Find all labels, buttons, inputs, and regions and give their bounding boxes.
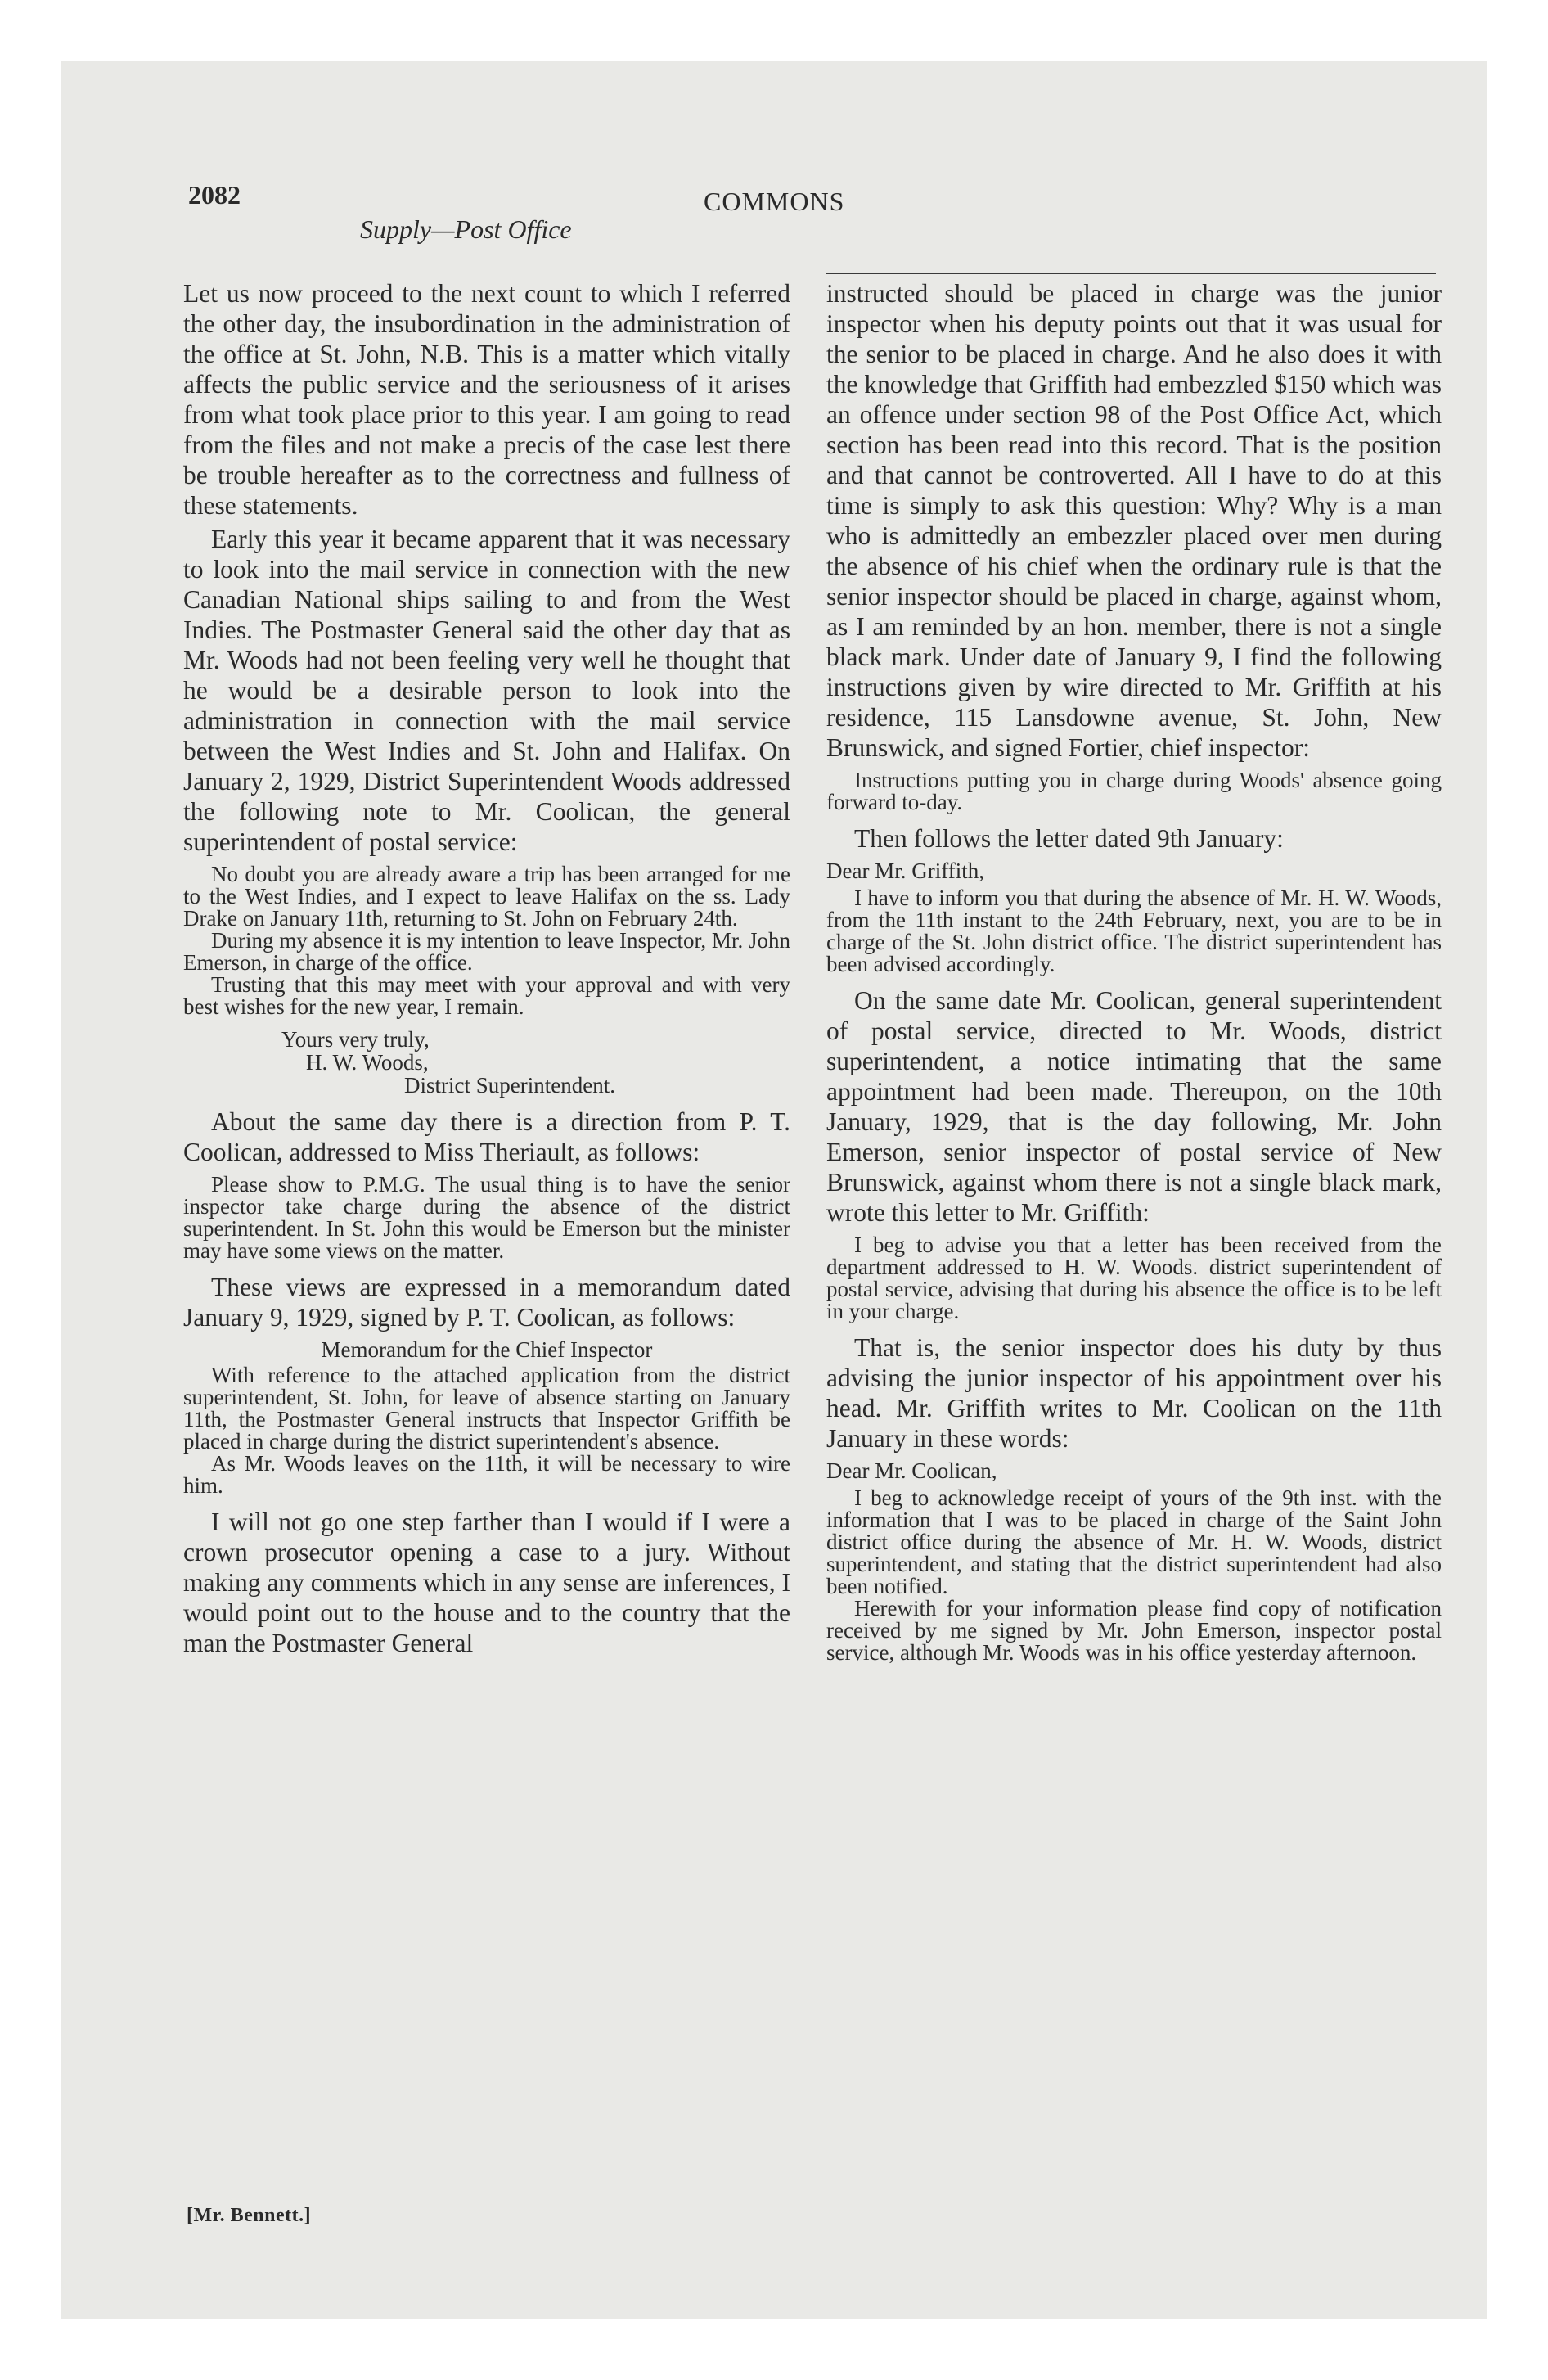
page-number: 2082 [188, 180, 241, 210]
quoted-letter [183, 863, 790, 1018]
paragraph: These views are expressed in a memorandum dated January 9, 1929, signed by P. T. Coolican, as follows: [183, 1273, 790, 1332]
paragraph: I will not go one step farther than I would if I were a crown prosecutor opening a case to a jury. Without making any comments which in any sense are inferences, I would point out to the house and to the country that the man the Postmaster General [183, 1508, 790, 1657]
memo-title: Memorandum for the Chief Inspector [321, 1337, 653, 1362]
speaker-note: [Mr. Bennett.] [187, 2205, 312, 2226]
section-title: Supply—Post Office [360, 214, 572, 244]
paragraph: instructed should be placed in charge was the junior inspector when his deputy points out that it was usual for the senior to be placed in charge. And he also does it with the knowledge that Griffith had embezzled $150 which was an offence under section 98 of the Post Office Act, which section has been read into this record. That is the position and that cannot be controverted. All I have to do at this time is simply to ask this question: Why? Why is a man who is admittedly an embezzler placed over men during the absence of his chief when the ordinary rule is that the senior inspector should be placed in charge, against whom, as I am reminded by an hon. member, there is not a single black mark. Under date of January 9, I find the following instructions given by wire directed to Mr. Griffith at his residence, 115 Lansdowne avenue, St. John, New Brunswick, and signed Fortier, chief inspector: [826, 279, 1442, 762]
paragraph: About the same day there is a direction from P. T. Coolican, addressed to Miss Theriault, as follows: [183, 1107, 790, 1166]
letter-signoff [183, 1028, 790, 1097]
header-rule [826, 273, 1436, 274]
right-column [826, 278, 1442, 1674]
quote-paragraph: As Mr. Woods leaves on the 11th, it will be necessary to wire him. [183, 1451, 790, 1498]
quoted-letter [826, 1234, 1442, 1323]
quote-paragraph: I beg to acknowledge receipt of yours of the 9th inst. with the information that I was to be placed in charge of the Saint John district office during the absence of Mr. H. W. Woods, district superintendent, and stating that the district superintendent had also been notified. [826, 1485, 1442, 1598]
quote-paragraph: Instructions putting you in charge during Woods' absence going forward to-day. [826, 768, 1442, 814]
quote-paragraph: I beg to advise you that a letter has been received from the department addressed to H. W. Woods. district superintendent of postal service, advising that during his absence the office is to be left in your charge. [826, 1233, 1442, 1323]
salutation: Dear Mr. Griffith, [826, 859, 984, 883]
quoted-letter [826, 860, 1442, 976]
quoted-memorandum [183, 1339, 790, 1497]
quote-paragraph: Trusting that this may meet with your approval and with very best wishes for the new year, I remain. [183, 972, 790, 1019]
paragraph: That is, the senior inspector does his duty by thus advising the junior inspector of his appointment over his head. Mr. Griffith writes to Mr. Coolican on the 11th January in these words: [826, 1333, 1442, 1453]
quote-paragraph: No doubt you are already aware a trip has been arranged for me to the West Indies, and I expect to leave Halifax on the ss. Lady Drake on January 11th, returning to St. John on February 24th. [183, 862, 790, 931]
quote-paragraph: Herewith for your information please find copy of notification received by me signed by Mr. John Emerson, inspector postal service, although Mr. Woods was in his office yesterday afternoon. [826, 1596, 1442, 1665]
salutation: Dear Mr. Coolican, [826, 1458, 997, 1483]
paragraph: Then follows the letter dated 9th January: [854, 824, 1284, 853]
paragraph: Let us now proceed to the next count to which I referred the other day, the insubordination in the administration of the office at St. John, N.B. This is a matter which vitally affects the public service and the seriousness of it arises from what took place prior to this year. I am going to read from the files and not make a precis of the case lest there be trouble hereafter as to the correctness and fullness of these statements. [183, 279, 790, 520]
signature-name: H. W. Woods, [306, 1050, 429, 1075]
quoted-telegram [826, 769, 1442, 814]
page-header [0, 123, 1548, 244]
quote-paragraph: With reference to the attached application from the district superintendent, St. John, for leave of absence starting on January 11th, the Postmaster General instructs that Inspector Griffith be placed in charge during the district superintendent's absence. [183, 1363, 790, 1454]
paragraph: On the same date Mr. Coolican, general superintendent of postal service, directed to Mr. Woods, district superintendent, a notice intimating that the same appointment had been made. Thereupon, on the 10th January, 1929, that is the day following, Mr. John Emerson, senior inspector of postal service of New Brunswick, against whom there is not a single black mark, wrote this letter to Mr. Griffith: [826, 986, 1442, 1227]
quote-paragraph: During my absence it is my intention to leave Inspector, Mr. John Emerson, in charge of the office. [183, 928, 790, 975]
signature-title: District Superintendent. [404, 1073, 615, 1098]
quoted-letter [826, 1460, 1442, 1664]
quote-paragraph: I have to inform you that during the absence of Mr. H. W. Woods, from the 11th instant to the 24th February, next, you are to be in charge of the St. John district office. The district superintendent has been advised accordingly. [826, 886, 1442, 976]
quoted-direction [183, 1174, 790, 1262]
left-column [183, 278, 790, 1661]
paragraph: Early this year it became apparent that it was necessary to look into the mail service in connection with the new Canadian National ships sailing to and from the West Indies. The Postmaster General said the other day that as Mr. Woods had not been feeling very well he thought that he would be a desirable person to look into the administration in connection with the mail service between the West Indies and St. John and Halifax. On January 2, 1929, District Superintendent Woods addressed the following note to Mr. Coolican, the general superintendent of postal service: [183, 525, 790, 856]
closing: Yours very truly, [281, 1027, 430, 1052]
running-title: COMMONS [704, 187, 845, 216]
quote-paragraph: Please show to P.M.G. The usual thing is to have the senior inspector take charge during the absence of the district superintendent. In St. John this would be Emerson but the minister may have some views on the matter. [183, 1172, 790, 1263]
